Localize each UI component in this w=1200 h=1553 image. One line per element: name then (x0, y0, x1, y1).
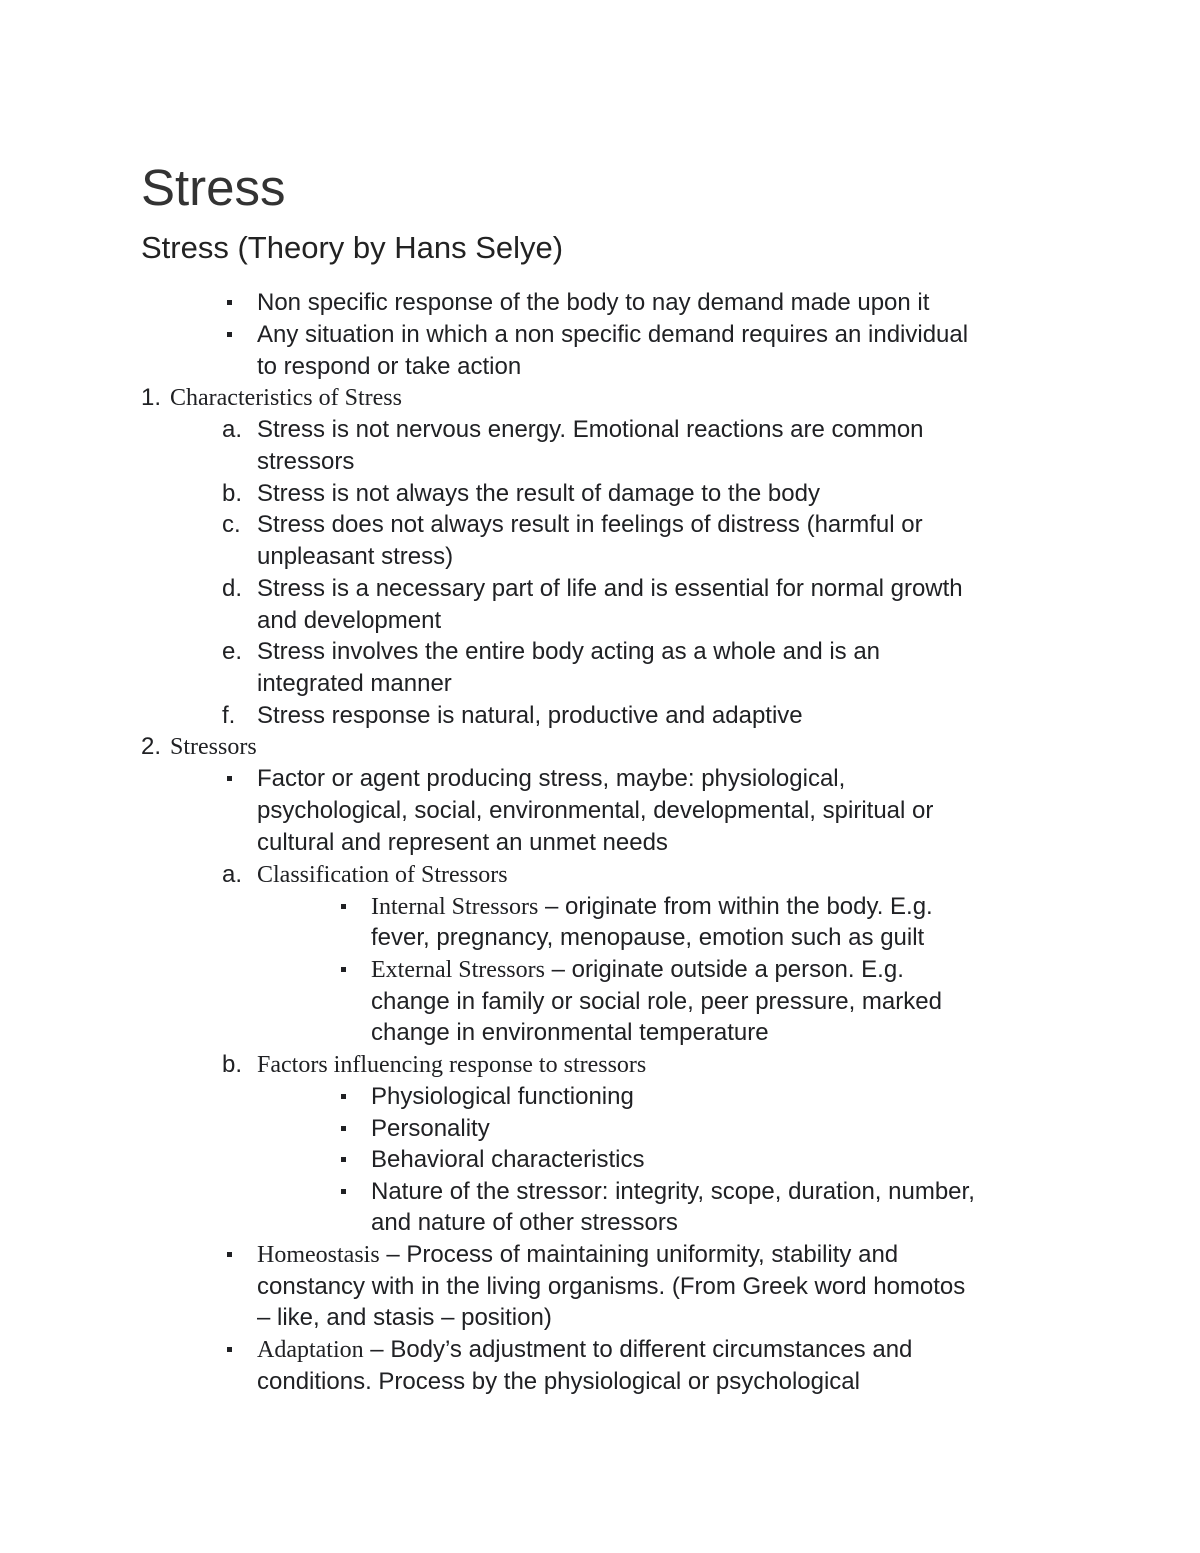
bullet-square-icon (227, 1252, 232, 1257)
characteristic-c-line-1: Stress does not always result in feelings of distress (harmful or (257, 511, 923, 538)
external-stressors-line-2: change in family or social role, peer pressure, marked (371, 988, 942, 1015)
factors-heading: Factors influencing response to stressors (257, 1052, 647, 1078)
bullet-square-icon (341, 1189, 346, 1194)
characteristic-d-line-1: Stress is a necessary part of life and is essential for normal growth (257, 575, 963, 602)
internal-stressors-desc: – originate from within the body. E.g. (538, 893, 933, 920)
factor-item-1: Physiological functioning (371, 1083, 634, 1110)
homeostasis-term: Homeostasis (257, 1242, 380, 1268)
section-2-number: 2. (141, 733, 162, 760)
external-stressors-term: External Stressors (371, 957, 545, 983)
bullet-square-icon (341, 1126, 346, 1131)
characteristic-b-line-1: Stress is not always the result of damage to the body (257, 480, 820, 507)
list-letter-a: a. (222, 861, 243, 888)
section-1-number: 1. (141, 384, 162, 411)
factor-item-2: Personality (371, 1115, 490, 1142)
external-stressors-desc: – originate outside a person. E.g. (544, 956, 904, 983)
bullet-square-icon (227, 776, 232, 781)
list-letter-a: a. (222, 416, 243, 443)
characteristic-a-line-2: stressors (257, 448, 355, 475)
list-letter-d: d. (222, 575, 243, 602)
bullet-square-icon (227, 332, 232, 337)
internal-stressors-line-1 (371, 891, 933, 923)
factor-item-4-cont: and nature of other stressors (371, 1209, 678, 1236)
bullet-square-icon (341, 1157, 346, 1162)
homeostasis-line-1 (257, 1239, 898, 1271)
intro-bullet-2-cont: to respond or take action (257, 353, 522, 380)
stressors-definition-line-3: cultural and represent an unmet needs (257, 829, 668, 856)
intro-bullet-1: Non specific response of the body to nay demand made upon it (257, 289, 930, 316)
factor-item-3: Behavioral characteristics (371, 1146, 645, 1173)
external-stressors-line-3: change in environmental temperature (371, 1019, 769, 1046)
adaptation-line-1 (257, 1334, 912, 1366)
list-letter-f: f. (222, 702, 236, 729)
page-subtitle: Stress (Theory by Hans Selye) (141, 230, 564, 265)
page-title: Stress (141, 159, 286, 216)
classification-heading: Classification of Stressors (257, 862, 508, 888)
adaptation-term: Adaptation (257, 1337, 364, 1363)
characteristic-d-line-2: and development (257, 607, 442, 634)
stressors-definition-line-1: Factor or agent producing stress, maybe: physiological, (257, 765, 846, 792)
list-letter-c: c. (222, 511, 241, 538)
list-letter-b: b. (222, 1051, 243, 1078)
list-letter-e: e. (222, 638, 243, 665)
stressors-definition-line-2: psychological, social, environmental, developmental, spiritual or (257, 797, 934, 824)
internal-stressors-term: Internal Stressors (371, 894, 539, 920)
bullet-square-icon (227, 300, 232, 305)
characteristic-a-line-1: Stress is not nervous energy. Emotional reactions are common (257, 416, 924, 443)
homeostasis-line-3: – like, and stasis – position) (257, 1304, 552, 1331)
characteristic-c-line-2: unpleasant stress) (257, 543, 454, 570)
characteristic-e-line-2: integrated manner (257, 670, 452, 697)
internal-stressors-line-2: fever, pregnancy, menopause, emotion such as guilt (371, 924, 925, 951)
list-letter-b: b. (222, 480, 243, 507)
section-1-heading: Characteristics of Stress (170, 385, 402, 411)
bullet-square-icon (341, 967, 346, 972)
characteristic-e-line-1: Stress involves the entire body acting as a whole and is an (257, 638, 881, 665)
homeostasis-line-2: constancy with in the living organisms. (From Greek word homotos (257, 1273, 966, 1300)
intro-bullet-2: Any situation in which a non specific demand requires an individual (257, 321, 969, 348)
factor-item-4: Nature of the stressor: integrity, scope, duration, number, (371, 1178, 975, 1205)
section-2-heading: Stressors (170, 734, 257, 760)
bullet-square-icon (341, 904, 346, 909)
adaptation-line-2: conditions. Process by the physiological or psychological (257, 1368, 860, 1395)
bullet-square-icon (227, 1347, 232, 1352)
adaptation-desc: – Body’s adjustment to different circumstances and (363, 1336, 913, 1363)
bullet-square-icon (341, 1094, 346, 1099)
homeostasis-desc: – Process of maintaining uniformity, stability and (379, 1241, 899, 1268)
characteristic-f-line-1: Stress response is natural, productive and adaptive (257, 702, 803, 729)
external-stressors-line-1 (371, 954, 904, 986)
